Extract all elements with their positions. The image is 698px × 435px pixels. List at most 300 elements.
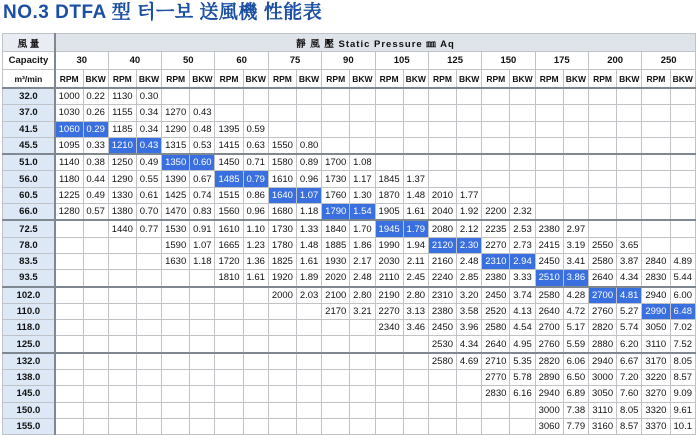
rpm-cell — [215, 320, 243, 336]
bkw-cell: 0.34 — [136, 105, 161, 121]
bkw-cell — [457, 137, 482, 154]
bkw-cell — [136, 320, 161, 336]
table-row — [3, 370, 696, 386]
rpm-cell: 1140 — [55, 154, 83, 171]
rpm-cell: 2270 — [482, 237, 510, 253]
rpm-cell — [375, 353, 403, 370]
bkw-cell: 7.52 — [670, 336, 696, 353]
pressure-column-header: 175 — [535, 52, 588, 70]
rpm-header: RPM — [268, 70, 296, 89]
bkw-cell: 9.61 — [670, 402, 696, 418]
rpm-cell: 2380 — [428, 303, 456, 319]
bkw-cell: 5.35 — [510, 353, 535, 370]
capacity-cell: 102.0 — [3, 287, 55, 304]
pressure-column-header: 75 — [268, 52, 321, 70]
rpm-cell — [588, 137, 616, 154]
capacity-cell: 41.5 — [3, 121, 55, 137]
bkw-cell — [563, 187, 588, 203]
bkw-cell: 1.77 — [457, 187, 482, 203]
bkw-cell — [617, 204, 642, 221]
bkw-cell: 6.06 — [563, 353, 588, 370]
rpm-cell — [108, 320, 136, 336]
rpm-cell: 1225 — [55, 187, 83, 203]
bkw-header: BKW — [190, 70, 215, 89]
rpm-cell — [322, 353, 350, 370]
bkw-cell: 0.49 — [136, 154, 161, 171]
bkw-cell: 1.23 — [243, 237, 268, 253]
bkw-cell: 1.36 — [243, 253, 268, 269]
rpm-cell — [322, 105, 350, 121]
rpm-cell: 2100 — [322, 287, 350, 304]
rpm-cell: 1840 — [322, 220, 350, 237]
bkw-cell — [350, 402, 375, 418]
table-row — [3, 121, 696, 137]
bkw-cell: 1.89 — [296, 270, 321, 287]
rpm-cell — [108, 287, 136, 304]
bkw-cell — [670, 204, 696, 221]
rpm-cell: 1280 — [55, 204, 83, 221]
rpm-cell — [215, 303, 243, 319]
rpm-cell — [55, 336, 83, 353]
capacity-cell: 37.0 — [3, 105, 55, 121]
bkw-cell — [243, 336, 268, 353]
table-row — [3, 187, 696, 203]
table-row — [3, 303, 696, 319]
rpm-cell — [322, 88, 350, 105]
bkw-cell: 0.26 — [83, 105, 108, 121]
bkw-cell: 0.74 — [190, 187, 215, 203]
rpm-cell — [215, 105, 243, 121]
rpm-cell — [268, 336, 296, 353]
rpm-cell — [482, 137, 510, 154]
bkw-cell — [510, 154, 535, 171]
rpm-cell — [375, 336, 403, 353]
bkw-cell — [296, 402, 321, 418]
rpm-header: RPM — [588, 70, 616, 89]
bkw-cell: 1.61 — [243, 270, 268, 287]
table-row — [3, 287, 696, 304]
rpm-cell — [482, 187, 510, 203]
bkw-cell — [296, 105, 321, 121]
rpm-cell: 1470 — [162, 204, 190, 221]
rpm-cell — [108, 303, 136, 319]
rpm-cell — [322, 402, 350, 418]
rpm-cell: 1330 — [108, 187, 136, 203]
rpm-cell: 1730 — [268, 220, 296, 237]
rpm-cell — [162, 88, 190, 105]
rpm-cell: 1290 — [162, 121, 190, 137]
bkw-cell — [243, 105, 268, 121]
rpm-cell — [322, 320, 350, 336]
rpm-header: RPM — [55, 70, 83, 89]
bkw-cell: 1.07 — [296, 187, 321, 203]
bkw-cell — [670, 154, 696, 171]
bkw-cell — [136, 386, 161, 402]
rpm-cell: 2700 — [535, 320, 563, 336]
bkw-cell: 6.00 — [670, 287, 696, 304]
rpm-cell — [268, 370, 296, 386]
rpm-cell: 1790 — [322, 204, 350, 221]
rpm-cell — [642, 171, 670, 187]
bkw-cell: 1.37 — [403, 171, 428, 187]
rpm-cell — [322, 386, 350, 402]
bkw-cell — [670, 237, 696, 253]
rpm-cell: 1185 — [108, 121, 136, 137]
rpm-cell: 3160 — [588, 418, 616, 434]
rpm-cell: 2190 — [375, 287, 403, 304]
rpm-cell: 1210 — [108, 137, 136, 154]
bkw-cell: 1.86 — [350, 237, 375, 253]
bkw-cell — [670, 220, 696, 237]
bkw-cell — [670, 187, 696, 203]
bkw-cell: 0.77 — [136, 220, 161, 237]
capacity-cell: 72.5 — [3, 220, 55, 237]
bkw-cell — [670, 137, 696, 154]
rpm-cell — [108, 370, 136, 386]
bkw-cell — [136, 270, 161, 287]
bkw-cell — [136, 237, 161, 253]
rpm-cell: 2830 — [482, 386, 510, 402]
rpm-cell: 2235 — [482, 220, 510, 237]
bkw-cell — [563, 88, 588, 105]
pressure-column-header: 50 — [162, 52, 215, 70]
rpm-cell — [428, 402, 456, 418]
bkw-cell — [296, 88, 321, 105]
bkw-cell: 5.17 — [563, 320, 588, 336]
bkw-cell — [563, 171, 588, 187]
bkw-cell — [510, 121, 535, 137]
bkw-cell: 0.48 — [190, 121, 215, 137]
bkw-cell: 0.38 — [83, 154, 108, 171]
rpm-cell — [375, 88, 403, 105]
rpm-cell: 1515 — [215, 187, 243, 203]
rpm-cell — [642, 237, 670, 253]
bkw-cell: 7.60 — [617, 386, 642, 402]
bkw-cell: 3.74 — [510, 287, 535, 304]
rpm-cell: 2580 — [588, 253, 616, 269]
bkw-cell: 0.67 — [190, 171, 215, 187]
bkw-cell: 3.21 — [350, 303, 375, 319]
table-row — [3, 171, 696, 187]
pressure-column-header: 60 — [215, 52, 268, 70]
rpm-cell: 2640 — [482, 336, 510, 353]
bkw-cell — [403, 154, 428, 171]
rpm-cell: 1945 — [375, 220, 403, 237]
bkw-cell: 2.80 — [350, 287, 375, 304]
rpm-cell — [108, 353, 136, 370]
bkw-cell — [350, 386, 375, 402]
bkw-cell: 2.12 — [457, 220, 482, 237]
rpm-cell: 2270 — [375, 303, 403, 319]
bkw-cell: 6.16 — [510, 386, 535, 402]
rpm-cell — [322, 121, 350, 137]
rpm-cell: 1550 — [268, 137, 296, 154]
rpm-cell: 1180 — [55, 171, 83, 187]
bkw-cell — [190, 320, 215, 336]
rpm-cell — [535, 204, 563, 221]
rpm-cell — [642, 154, 670, 171]
rpm-cell: 2580 — [535, 287, 563, 304]
rpm-cell — [428, 154, 456, 171]
rpm-cell: 2310 — [482, 253, 510, 269]
rpm-cell: 1395 — [215, 121, 243, 137]
rpm-cell: 2640 — [535, 303, 563, 319]
bkw-cell: 9.09 — [670, 386, 696, 402]
rpm-cell: 2700 — [588, 287, 616, 304]
bkw-cell: 2.11 — [403, 253, 428, 269]
rpm-cell: 1130 — [108, 88, 136, 105]
rpm-cell — [268, 353, 296, 370]
bkw-cell: 8.05 — [670, 353, 696, 370]
bkw-cell — [243, 287, 268, 304]
bkw-cell — [350, 137, 375, 154]
bkw-cell: 0.89 — [296, 154, 321, 171]
bkw-cell: 7.79 — [563, 418, 588, 434]
rpm-cell: 1250 — [108, 154, 136, 171]
rpm-cell: 1930 — [322, 253, 350, 269]
rpm-cell — [268, 303, 296, 319]
bkw-cell: 7.38 — [563, 402, 588, 418]
rpm-cell: 2760 — [588, 303, 616, 319]
capacity-cell: 118.0 — [3, 320, 55, 336]
bkw-cell — [403, 402, 428, 418]
bkw-cell — [296, 121, 321, 137]
bkw-header: BKW — [296, 70, 321, 89]
rpm-header: RPM — [535, 70, 563, 89]
table-row — [3, 154, 696, 171]
rpm-cell — [215, 88, 243, 105]
rpm-cell: 2990 — [642, 303, 670, 319]
table-row — [3, 320, 696, 336]
bkw-cell: 0.53 — [190, 137, 215, 154]
bkw-cell: 5.59 — [563, 336, 588, 353]
rpm-cell — [162, 386, 190, 402]
rpm-cell: 2580 — [482, 320, 510, 336]
capacity-cell: 155.0 — [3, 418, 55, 434]
bkw-cell: 3.87 — [617, 253, 642, 269]
rpm-cell — [588, 220, 616, 237]
bkw-cell: 0.29 — [83, 121, 108, 137]
bkw-cell — [617, 171, 642, 187]
bkw-cell — [510, 187, 535, 203]
rpm-cell: 3370 — [642, 418, 670, 434]
bkw-cell: 1.07 — [190, 237, 215, 253]
bkw-cell: 8.57 — [617, 418, 642, 434]
rpm-cell: 2940 — [535, 386, 563, 402]
bkw-cell: 1.10 — [243, 220, 268, 237]
rpm-cell: 2760 — [535, 336, 563, 353]
bkw-cell: 1.18 — [190, 253, 215, 269]
rpm-cell: 3320 — [642, 402, 670, 418]
bkw-cell: 3.58 — [457, 303, 482, 319]
bkw-cell: 10.1 — [670, 418, 696, 434]
rpm-cell: 2000 — [268, 287, 296, 304]
table-row — [3, 386, 696, 402]
rpm-cell — [535, 88, 563, 105]
bkw-header: BKW — [670, 70, 696, 89]
rpm-cell: 2940 — [588, 353, 616, 370]
bkw-header: BKW — [243, 70, 268, 89]
bkw-cell: 0.49 — [83, 187, 108, 203]
bkw-cell: 0.57 — [83, 204, 108, 221]
rpm-cell — [55, 386, 83, 402]
rpm-cell: 3110 — [588, 402, 616, 418]
rpm-cell: 3220 — [642, 370, 670, 386]
rpm-cell: 3060 — [535, 418, 563, 434]
bkw-cell — [136, 370, 161, 386]
rpm-header: RPM — [428, 70, 456, 89]
bkw-cell: 4.34 — [617, 270, 642, 287]
rpm-cell — [215, 402, 243, 418]
bkw-cell — [510, 171, 535, 187]
rpm-cell: 1390 — [162, 171, 190, 187]
bkw-cell — [190, 370, 215, 386]
rpm-cell — [268, 88, 296, 105]
rpm-cell — [322, 137, 350, 154]
bkw-cell: 3.33 — [510, 270, 535, 287]
bkw-cell — [190, 336, 215, 353]
bkw-cell: 2.97 — [563, 220, 588, 237]
bkw-cell: 2.48 — [350, 270, 375, 287]
capacity-cell: 138.0 — [3, 370, 55, 386]
rpm-cell — [162, 303, 190, 319]
rpm-cell: 1530 — [162, 220, 190, 237]
capacity-cell: 125.0 — [3, 336, 55, 353]
rpm-cell: 2450 — [428, 320, 456, 336]
bkw-cell — [296, 353, 321, 370]
rpm-cell: 3050 — [588, 386, 616, 402]
rpm-cell: 1905 — [375, 204, 403, 221]
rpm-cell: 2890 — [535, 370, 563, 386]
rpm-cell — [268, 105, 296, 121]
bkw-cell — [136, 402, 161, 418]
bkw-cell: 1.48 — [403, 187, 428, 203]
bkw-cell — [350, 336, 375, 353]
rpm-header: RPM — [322, 70, 350, 89]
rpm-cell: 1060 — [55, 121, 83, 137]
bkw-cell — [190, 303, 215, 319]
rpm-cell: 2710 — [482, 353, 510, 370]
rpm-cell — [375, 137, 403, 154]
rpm-cell: 2380 — [535, 220, 563, 237]
pressure-column-header: 125 — [428, 52, 481, 70]
rpm-cell — [375, 121, 403, 137]
bkw-cell — [83, 336, 108, 353]
rpm-cell: 2415 — [535, 237, 563, 253]
rpm-cell — [322, 336, 350, 353]
rpm-cell: 1030 — [55, 105, 83, 121]
bkw-cell — [617, 121, 642, 137]
bkw-cell: 5.74 — [617, 320, 642, 336]
table-row — [3, 220, 696, 237]
rpm-cell — [322, 370, 350, 386]
bkw-cell: 5.78 — [510, 370, 535, 386]
bkw-cell: 0.71 — [243, 154, 268, 171]
bkw-cell: 1.17 — [350, 171, 375, 187]
rpm-cell — [428, 121, 456, 137]
rpm-cell — [108, 237, 136, 253]
rpm-cell: 1730 — [322, 171, 350, 187]
bkw-cell: 1.18 — [296, 204, 321, 221]
capacity-cell: 51.0 — [3, 154, 55, 171]
bkw-cell: 4.95 — [510, 336, 535, 353]
rpm-cell — [428, 386, 456, 402]
rpm-cell — [428, 105, 456, 121]
bkw-cell — [136, 336, 161, 353]
rpm-cell: 1870 — [375, 187, 403, 203]
bkw-header: BKW — [563, 70, 588, 89]
rpm-cell — [375, 154, 403, 171]
bkw-cell — [403, 88, 428, 105]
bkw-cell — [83, 386, 108, 402]
bkw-cell: 1.54 — [350, 204, 375, 221]
rpm-cell — [642, 204, 670, 221]
rpm-cell: 2040 — [428, 204, 456, 221]
bkw-cell: 1.92 — [457, 204, 482, 221]
bkw-cell — [510, 105, 535, 121]
rpm-cell — [162, 287, 190, 304]
bkw-cell: 2.32 — [510, 204, 535, 221]
bkw-cell: 6.48 — [670, 303, 696, 319]
bkw-cell — [243, 303, 268, 319]
bkw-cell — [83, 253, 108, 269]
bkw-header: BKW — [617, 70, 642, 89]
bkw-cell: 0.30 — [136, 88, 161, 105]
rpm-cell: 1610 — [268, 171, 296, 187]
rpm-cell — [482, 121, 510, 137]
bkw-cell: 5.27 — [617, 303, 642, 319]
bkw-cell — [617, 154, 642, 171]
bkw-cell: 4.89 — [670, 253, 696, 269]
rpm-cell — [588, 154, 616, 171]
pressure-column-header: 150 — [482, 52, 535, 70]
rpm-cell — [162, 336, 190, 353]
rpm-cell: 1485 — [215, 171, 243, 187]
bkw-cell — [243, 320, 268, 336]
rpm-cell — [428, 88, 456, 105]
bkw-cell: 0.86 — [243, 187, 268, 203]
rpm-cell — [482, 105, 510, 121]
table-row — [3, 270, 696, 287]
bkw-cell — [296, 303, 321, 319]
rpm-cell: 2840 — [642, 253, 670, 269]
bkw-cell: 4.69 — [457, 353, 482, 370]
bkw-header: BKW — [136, 70, 161, 89]
rpm-cell: 2940 — [642, 287, 670, 304]
rpm-cell — [375, 402, 403, 418]
table-row — [3, 204, 696, 221]
bkw-cell — [83, 402, 108, 418]
rpm-cell: 2510 — [535, 270, 563, 287]
page-title: NO.3 DTFA 型 터ㅡ보 送風機 性能表 — [3, 2, 323, 23]
rpm-cell — [55, 402, 83, 418]
bkw-cell: 4.13 — [510, 303, 535, 319]
bkw-cell: 4.34 — [457, 336, 482, 353]
bkw-cell — [190, 88, 215, 105]
bkw-cell — [350, 105, 375, 121]
bkw-cell — [457, 154, 482, 171]
bkw-cell: 3.46 — [403, 320, 428, 336]
bkw-cell — [457, 386, 482, 402]
bkw-cell: 4.72 — [563, 303, 588, 319]
rpm-cell: 1270 — [162, 105, 190, 121]
bkw-cell — [403, 137, 428, 154]
rpm-cell: 2340 — [375, 320, 403, 336]
rpm-cell: 2830 — [642, 270, 670, 287]
bkw-cell: 4.28 — [563, 287, 588, 304]
bkw-cell: 3.13 — [403, 303, 428, 319]
bkw-cell — [350, 370, 375, 386]
